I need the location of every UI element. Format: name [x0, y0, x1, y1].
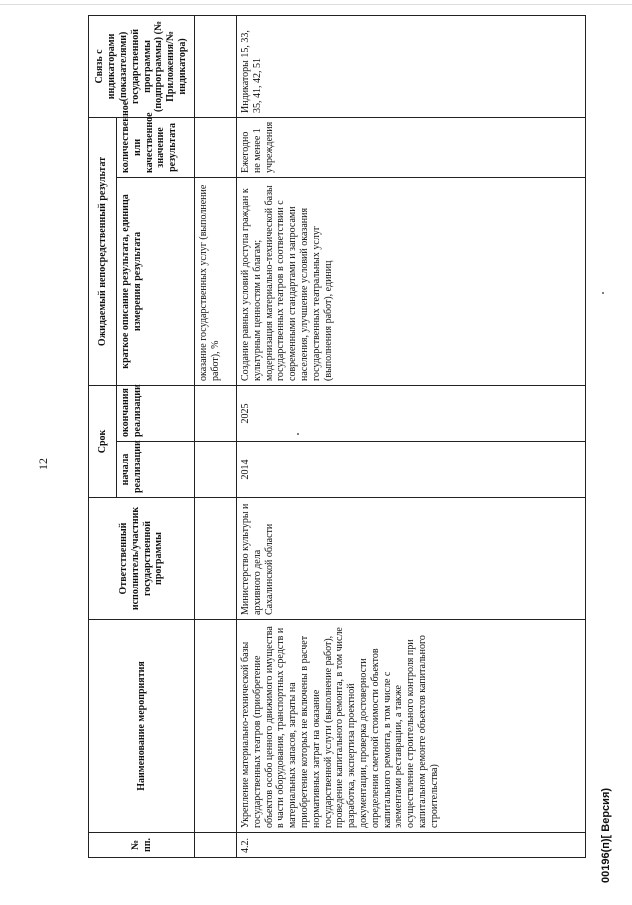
header-row-1 — [89, 15, 117, 857]
cont-link — [195, 15, 237, 117]
cont-start — [195, 442, 237, 498]
row-quantity: Ежегодно не менее 1 учреждения — [237, 117, 586, 177]
page-number: 12 — [36, 458, 50, 470]
header-executor: Ответственный исполнитель/участник государственной программы — [89, 498, 195, 620]
cont-quantity — [195, 117, 237, 177]
header-term: Срок — [89, 385, 117, 497]
cont-executor — [195, 498, 237, 620]
row-start: 2014 — [237, 442, 586, 498]
scan-edge — [0, 4, 632, 5]
header-name: Наименование мероприятия — [89, 620, 195, 833]
scan-speck — [297, 433, 299, 435]
continuation-row — [195, 15, 237, 857]
cont-end — [195, 385, 237, 441]
header-num: № пп. — [89, 833, 195, 858]
cont-name — [195, 620, 237, 833]
table-row — [237, 15, 586, 857]
row-end: 2025 — [237, 385, 586, 441]
footer-code: 00196(п)[ Версия) — [600, 787, 612, 883]
header-start: начала реализации — [117, 442, 195, 498]
header-expected-result: Ожидаемый непосредственный результат — [89, 117, 117, 385]
cont-description: оказание государственных услуг (выполнение работ), % — [195, 177, 237, 385]
row-indicator-link: Индикаторы 15, 33, 35, 41, 42, 51 — [237, 15, 586, 117]
scan-speck — [602, 292, 604, 294]
header-description: краткое описание результата, единица измерения результата — [117, 177, 195, 385]
row-num: 4.2. — [237, 833, 586, 858]
row-executor: Министерство культуры и архивного дела Сахалинской области — [237, 498, 586, 620]
activities-table — [88, 15, 586, 858]
row-name: Укрепление материально-технической базы государственных театров (приобретение объектов особо ценного движимого имущества в части оборудования, транспортных средств и материальных запасов, затраты на приобретение которых не включены в расчет нормативных затрат на оказание государственной услуги (выполнение работ), проведение капитального ремонта, в том числе разработка, экспертиза проектной документации, проверка достоверности определения сметной стоимости объектов капитального ремонта, в том числе с элементами реставрации, а также осуществление строительного контроля при капитальном ремонте объектов капитального строительства) — [237, 620, 586, 833]
header-indicator-link: Связь с индикаторами (показателями) государственной программы (подпрограммы) (№ Приложения/№ индикатора) — [89, 15, 195, 117]
cont-num — [195, 833, 237, 858]
header-quantity: количественное или качественное значение результата — [117, 117, 195, 177]
header-end: окончания реализации — [117, 385, 195, 441]
row-description: Создание равных условий доступа граждан к культурным ценностям и благам; модернизация материально-технической базы государственных театров в соответствии с современными стандартами и запросами населения, улучшение условий оказания государственных театральных услуг (выполнения работ), единиц — [237, 177, 586, 385]
